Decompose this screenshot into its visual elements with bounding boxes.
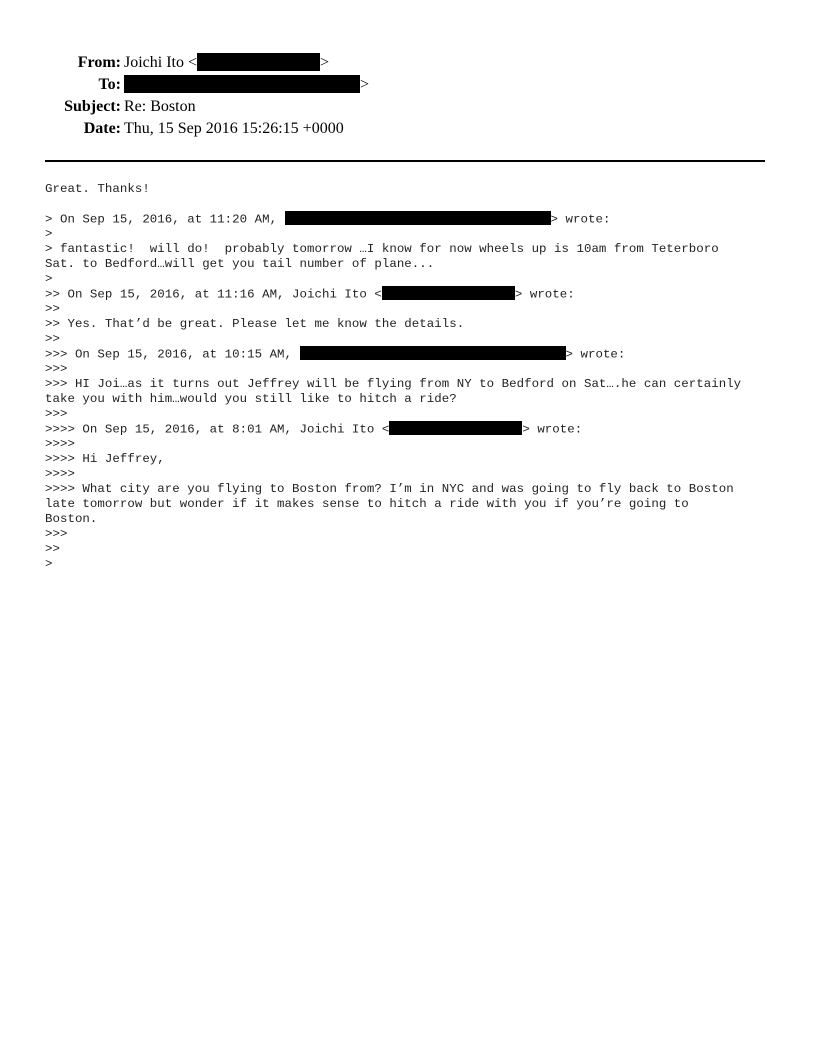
body-line: > bbox=[45, 227, 53, 241]
quote-header-prefix: >>> On Sep 15, 2016, at 10:15 AM, bbox=[45, 347, 300, 362]
body-line: >>> bbox=[45, 527, 68, 541]
quote-header-suffix: > wrote: bbox=[550, 212, 611, 227]
from-label: From: bbox=[77, 54, 121, 71]
from-value bbox=[124, 52, 329, 74]
quote-header-line bbox=[45, 212, 785, 227]
email-body bbox=[45, 182, 785, 572]
quote-header-prefix: > On Sep 15, 2016, at 11:20 AM, bbox=[45, 212, 285, 227]
to-label: To: bbox=[98, 76, 121, 93]
redaction-block bbox=[285, 211, 551, 225]
body-line: take you with him…would you still like to hitch a ride? bbox=[45, 392, 457, 406]
quote-header-prefix: >> On Sep 15, 2016, at 11:16 AM, Joichi Ito < bbox=[45, 287, 382, 302]
body-line: >>>> bbox=[45, 437, 75, 451]
body-line: > bbox=[45, 272, 53, 286]
redaction-block bbox=[124, 75, 360, 93]
body-line: late tomorrow but wonder if it makes sense to hitch a ride with you if you’re going to bbox=[45, 497, 689, 511]
body-line: >>>> Hi Jeffrey, bbox=[45, 452, 165, 466]
body-line: >> bbox=[45, 542, 60, 556]
body-line: >> bbox=[45, 332, 60, 346]
body-line: > bbox=[45, 557, 53, 571]
redaction-block bbox=[197, 53, 320, 71]
body-line: >>> bbox=[45, 407, 68, 421]
quote-header-prefix: >>>> On Sep 15, 2016, at 8:01 AM, Joichi Ito < bbox=[45, 422, 390, 437]
quote-header-suffix: > wrote: bbox=[514, 287, 575, 302]
date-label: Date: bbox=[83, 120, 121, 137]
redaction-block bbox=[300, 346, 566, 360]
body-line: Boston. bbox=[45, 512, 98, 526]
subject-value: Re: Boston bbox=[124, 98, 196, 115]
body-line bbox=[45, 197, 785, 212]
to-value bbox=[124, 74, 369, 96]
body-line: > fantastic! will do! probably tomorrow …I know for now wheels up is 10am from Teterboro bbox=[45, 242, 719, 256]
to-close: > bbox=[360, 76, 370, 93]
body-line: >>> bbox=[45, 362, 68, 376]
subject-label: Subject: bbox=[64, 98, 121, 115]
body-line: >>> HI Joi…as it turns out Jeffrey will be flying from NY to Bedford on Sat….he can certainly bbox=[45, 377, 742, 391]
redaction-block bbox=[389, 421, 522, 435]
body-line: >> bbox=[45, 302, 60, 316]
date-value: Thu, 15 Sep 2016 15:26:15 +0000 bbox=[124, 120, 344, 137]
body-line: Great. Thanks! bbox=[45, 182, 150, 196]
redaction-block bbox=[382, 286, 515, 300]
body-line: Sat. to Bedford…will get you tail number of plane... bbox=[45, 257, 435, 271]
quote-header-suffix: > wrote: bbox=[522, 422, 583, 437]
body-line: >>>> What city are you flying to Boston from? I’m in NYC and was going to fly back to Boston bbox=[45, 482, 734, 496]
header-divider bbox=[45, 160, 765, 162]
from-close: > bbox=[320, 54, 330, 71]
quote-header-line bbox=[45, 422, 785, 437]
quote-header-line bbox=[45, 287, 785, 302]
quote-header-suffix: > wrote: bbox=[565, 347, 626, 362]
from-name: Joichi Ito < bbox=[124, 54, 198, 71]
body-line: >> Yes. That’d be great. Please let me know the details. bbox=[45, 317, 465, 331]
quote-header-line bbox=[45, 347, 785, 362]
body-line: >>>> bbox=[45, 467, 75, 481]
